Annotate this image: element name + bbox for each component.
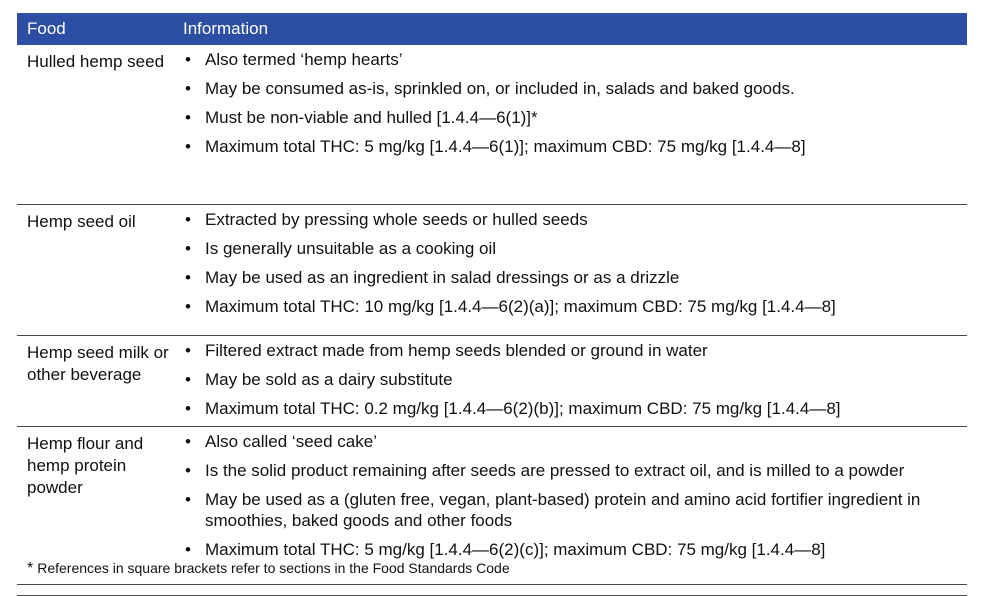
bottom-divider bbox=[17, 584, 967, 585]
list-item: • Filtered extract made from hemp seeds blended or ground in water bbox=[183, 340, 967, 361]
list-item: • Is generally unsuitable as a cooking oil bbox=[183, 238, 967, 259]
list-item: • Maximum total THC: 5 mg/kg [1.4.4—6(1)]; maximum CBD: 75 mg/kg [1.4.4—8] bbox=[183, 136, 967, 157]
food-name: Hemp seed milk or other beverage bbox=[27, 343, 169, 384]
list-item: • Extracted by pressing whole seeds or hulled seeds bbox=[183, 209, 967, 230]
list-item: • May be consumed as-is, sprinkled on, or included in, salads and baked goods. bbox=[183, 78, 967, 99]
list-item: • May be used as an ingredient in salad dressings or as a drizzle bbox=[183, 267, 967, 288]
food-name: Hemp flour and hemp protein powder bbox=[27, 434, 144, 497]
table-header bbox=[17, 13, 967, 45]
list-item: • Must be non-viable and hulled [1.4.4—6(1)]* bbox=[183, 107, 967, 128]
table-row bbox=[17, 336, 967, 427]
footnote-marker: * bbox=[27, 560, 34, 577]
header-food: Food bbox=[27, 19, 66, 38]
list-item: • Is the solid product remaining after seeds are pressed to extract oil, and is milled to a powder bbox=[183, 460, 967, 481]
list-item: • Maximum total THC: 0.2 mg/kg [1.4.4—6(2)(b)]; maximum CBD: 75 mg/kg [1.4.4—8] bbox=[183, 398, 967, 419]
information-list bbox=[183, 209, 967, 317]
hemp-foods-table bbox=[17, 13, 967, 596]
table-row bbox=[17, 45, 967, 205]
list-item: • Maximum total THC: 10 mg/kg [1.4.4—6(2)(a)]; maximum CBD: 75 mg/kg [1.4.4—8] bbox=[183, 296, 967, 317]
list-item: • May be used as a (gluten free, vegan, plant-based) protein and amino acid fortifier ingredient in smoothies, baked goods and other foods bbox=[183, 489, 967, 531]
header-information: Information bbox=[183, 19, 269, 38]
information-cell bbox=[183, 336, 967, 426]
information-list bbox=[183, 431, 967, 560]
food-name: Hemp seed oil bbox=[27, 212, 136, 231]
list-item: • Maximum total THC: 5 mg/kg [1.4.4—6(2)(c)]; maximum CBD: 75 mg/kg [1.4.4—8] bbox=[183, 539, 967, 560]
table-row bbox=[17, 205, 967, 336]
footnote bbox=[17, 560, 967, 578]
information-list bbox=[183, 340, 967, 419]
information-list bbox=[183, 49, 967, 157]
footnote-text: References in square brackets refer to sections in the Food Standards Code bbox=[37, 560, 510, 576]
list-item: • Also called ‘seed cake’ bbox=[183, 431, 967, 452]
information-cell bbox=[183, 205, 967, 335]
information-cell bbox=[183, 45, 967, 204]
list-item: • May be sold as a dairy substitute bbox=[183, 369, 967, 390]
food-name: Hulled hemp seed bbox=[27, 52, 165, 71]
list-item: • Also termed ‘hemp hearts’ bbox=[183, 49, 967, 70]
